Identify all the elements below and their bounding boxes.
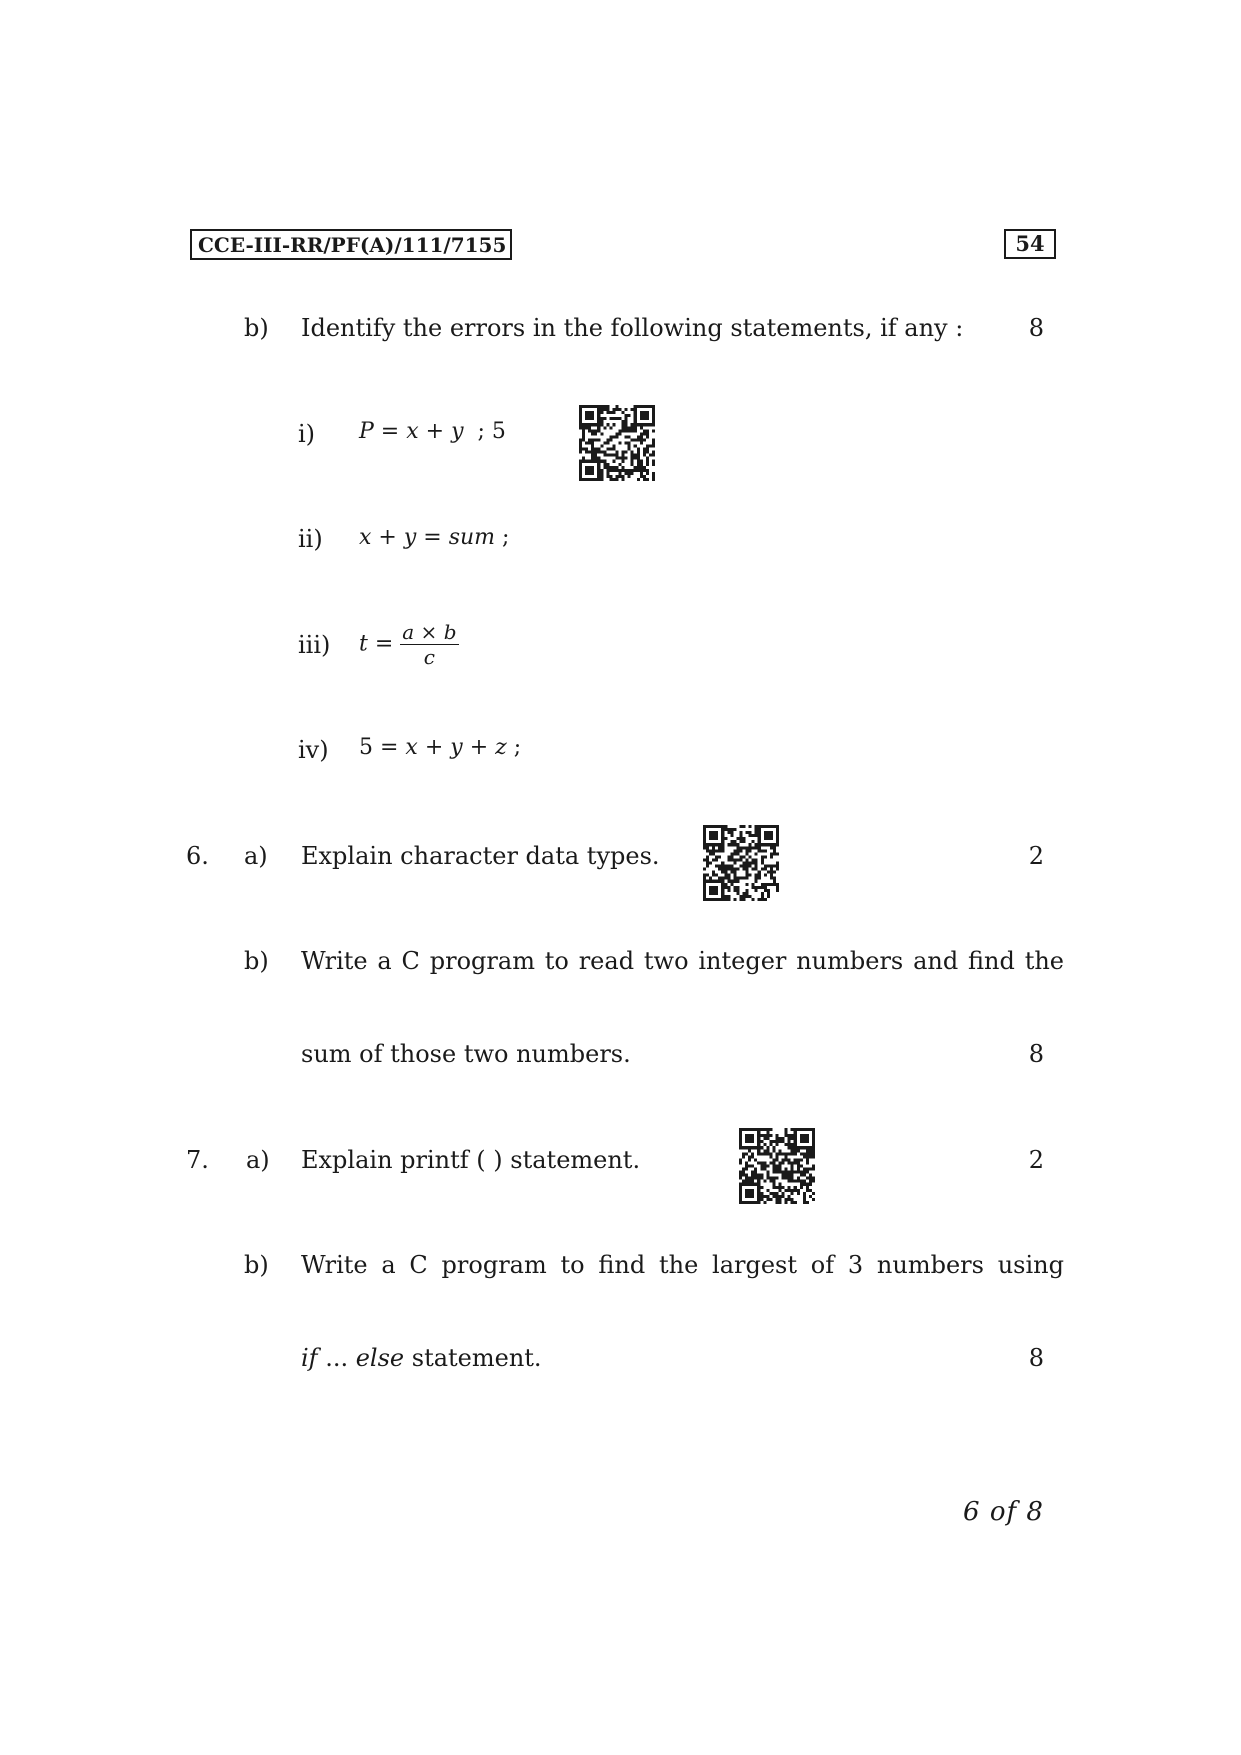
q6b-text-line2: sum of those two numbers.: [301, 1040, 631, 1068]
question-paper-code: CCE-III-RR/PF(A)/111/7155: [190, 229, 512, 260]
q5b-item-ii-expr: x + y = sum ;: [359, 525, 510, 550]
q5b-item-iii-num: iii): [298, 631, 331, 659]
footer-page: 6: [963, 1497, 981, 1527]
ellipsis: ...: [317, 1344, 356, 1372]
q7b-text-line1: Write a C program to find the largest of 3 numbers using: [301, 1251, 1064, 1279]
q6a-marks: 2: [1028, 842, 1044, 870]
q7a-marks: 2: [1028, 1146, 1044, 1174]
q6a-text: Explain character data types.: [301, 842, 660, 870]
q5b-marks: 8: [1028, 314, 1044, 342]
q6b-label: b): [244, 947, 269, 975]
q6-number: 6.: [186, 842, 209, 870]
q5b-item-i-num: i): [298, 420, 316, 448]
q5b-label: b): [244, 314, 269, 342]
footer-total: 8: [1026, 1497, 1044, 1527]
q7-number: 7.: [186, 1146, 209, 1174]
q5b-item-iv-expr: 5 = x + y + z ;: [359, 735, 522, 760]
q7a-label: a): [246, 1146, 270, 1174]
qr-code-icon: [738, 1128, 816, 1204]
q7b-label: b): [244, 1251, 269, 1279]
q7b-marks: 8: [1028, 1344, 1044, 1372]
qr-code-icon: [578, 405, 656, 481]
footer-of: of: [989, 1497, 1018, 1527]
q6a-label: a): [244, 842, 268, 870]
qr-code-icon: [702, 825, 780, 901]
q5b-item-iii-expr: t = $\frac{a \times b}{c}$: [359, 620, 457, 669]
q6b-text-line1: Write a C program to read two integer numbers and find the: [301, 947, 1064, 975]
statement-word: statement.: [404, 1344, 542, 1372]
page-number-box: 54: [1004, 229, 1056, 259]
q5b-text: Identify the errors in the following statements, if any :: [301, 314, 964, 342]
q5b-item-i-expr: P = x + y ; 5: [359, 419, 506, 444]
else-keyword: else: [355, 1344, 405, 1372]
page-footer: [963, 1497, 1044, 1527]
q7a-text: Explain printf ( ) statement.: [301, 1146, 641, 1174]
q5b-item-iv-num: iv): [298, 736, 329, 764]
q7b-text-line2: [301, 1343, 542, 1373]
q5b-item-ii-num: ii): [298, 525, 323, 553]
if-keyword: if: [301, 1344, 318, 1372]
q6b-marks: 8: [1028, 1040, 1044, 1068]
